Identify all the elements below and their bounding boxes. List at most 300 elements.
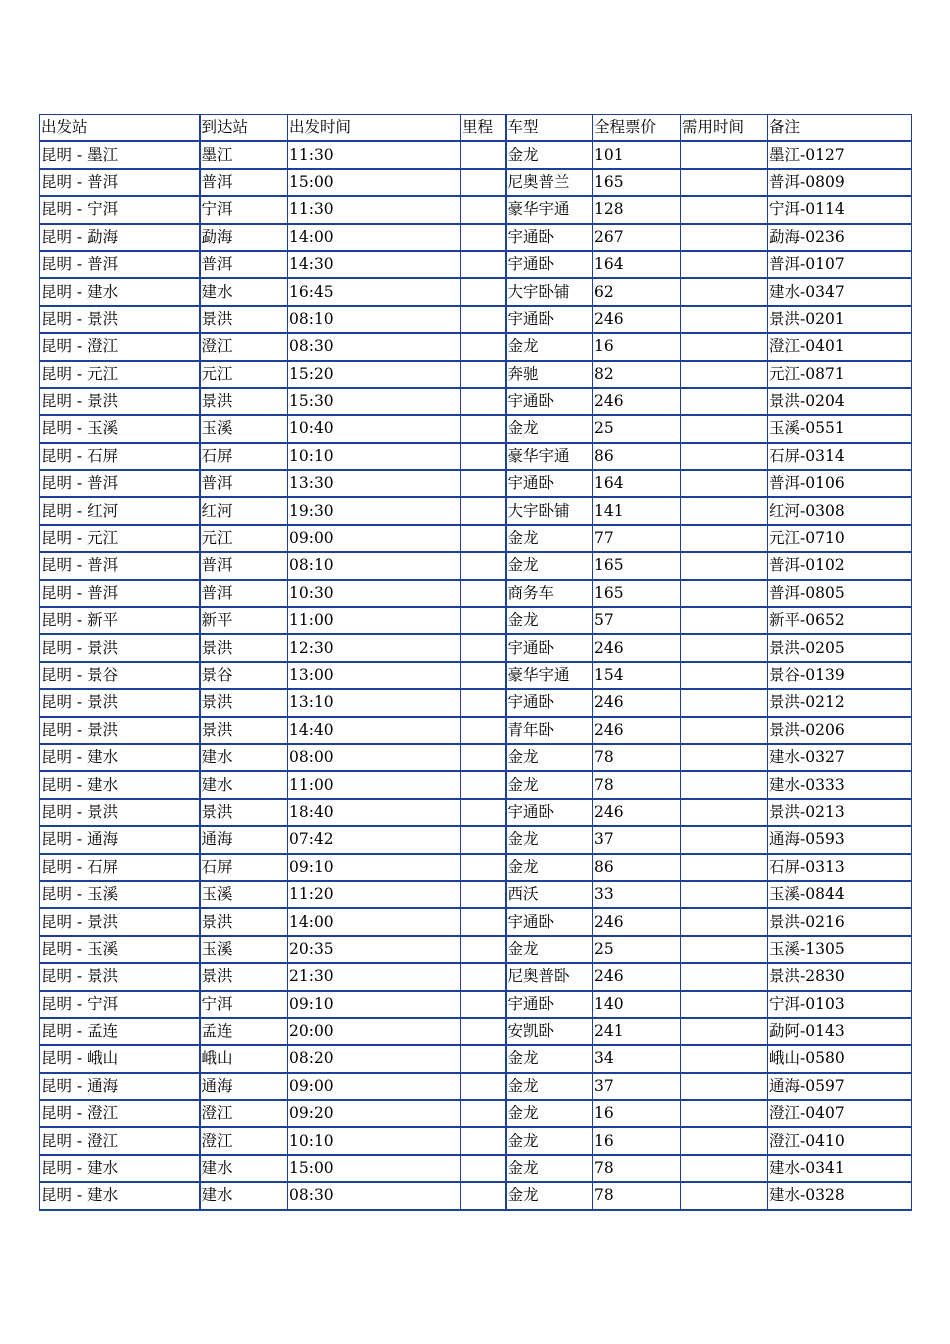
- header-arrival-station: 到达站: [200, 115, 288, 142]
- cell-distance: [461, 908, 506, 935]
- cell-departure-time: 11:30: [288, 196, 461, 223]
- cell-travel-time: [681, 963, 768, 990]
- table-row: [40, 799, 912, 826]
- cell-distance: [461, 826, 506, 853]
- cell-distance: [461, 497, 506, 524]
- table-row: [40, 963, 912, 990]
- cell-arrival-station: 玉溪: [200, 936, 288, 963]
- cell-arrival-station: 红河: [200, 497, 288, 524]
- cell-travel-time: [681, 881, 768, 908]
- cell-travel-time: [681, 991, 768, 1018]
- cell-arrival-station: 景洪: [200, 799, 288, 826]
- cell-departure-time: 10:40: [288, 415, 461, 442]
- table-row: [40, 361, 912, 388]
- cell-travel-time: [681, 196, 768, 223]
- table-row: [40, 470, 912, 497]
- cell-remark: 红河-0308: [768, 497, 912, 524]
- cell-departure-time: 15:00: [288, 169, 461, 196]
- cell-distance: [461, 580, 506, 607]
- cell-distance: [461, 361, 506, 388]
- cell-remark: 峨山-0580: [768, 1045, 912, 1072]
- cell-arrival-station: 石屏: [200, 854, 288, 881]
- cell-departure-station: 昆明 - 景洪: [40, 634, 200, 661]
- cell-distance: [461, 1045, 506, 1072]
- cell-distance: [461, 333, 506, 360]
- cell-ticket-price: 16: [593, 1127, 681, 1154]
- cell-departure-time: 21:30: [288, 963, 461, 990]
- cell-departure-time: 13:00: [288, 662, 461, 689]
- cell-departure-station: 昆明 - 澄江: [40, 1100, 200, 1127]
- cell-arrival-station: 普洱: [200, 169, 288, 196]
- cell-remark: 宁洱-0114: [768, 196, 912, 223]
- cell-departure-time: 18:40: [288, 799, 461, 826]
- table-row: [40, 278, 912, 305]
- cell-ticket-price: 25: [593, 936, 681, 963]
- cell-bus-type: 宇通卧: [506, 251, 593, 278]
- cell-arrival-station: 石屏: [200, 443, 288, 470]
- cell-ticket-price: 246: [593, 689, 681, 716]
- cell-arrival-station: 景洪: [200, 963, 288, 990]
- cell-departure-time: 13:30: [288, 470, 461, 497]
- cell-distance: [461, 744, 506, 771]
- cell-remark: 新平-0652: [768, 607, 912, 634]
- cell-travel-time: [681, 580, 768, 607]
- cell-departure-station: 昆明 - 孟连: [40, 1018, 200, 1045]
- cell-departure-time: 20:00: [288, 1018, 461, 1045]
- cell-travel-time: [681, 169, 768, 196]
- cell-departure-time: 10:30: [288, 580, 461, 607]
- cell-departure-station: 昆明 - 普洱: [40, 470, 200, 497]
- cell-departure-station: 昆明 - 澄江: [40, 333, 200, 360]
- cell-departure-station: 昆明 - 峨山: [40, 1045, 200, 1072]
- cell-departure-time: 11:30: [288, 141, 461, 168]
- cell-bus-type: 金龙: [506, 415, 593, 442]
- cell-departure-time: 14:30: [288, 251, 461, 278]
- cell-departure-time: 09:10: [288, 854, 461, 881]
- cell-bus-type: 金龙: [506, 826, 593, 853]
- cell-bus-type: 宇通卧: [506, 991, 593, 1018]
- cell-distance: [461, 196, 506, 223]
- table-row: [40, 771, 912, 798]
- cell-travel-time: [681, 278, 768, 305]
- cell-departure-time: 10:10: [288, 443, 461, 470]
- cell-remark: 景洪-0201: [768, 306, 912, 333]
- cell-ticket-price: 128: [593, 196, 681, 223]
- cell-departure-station: 昆明 - 建水: [40, 1155, 200, 1182]
- cell-travel-time: [681, 306, 768, 333]
- cell-departure-time: 08:30: [288, 333, 461, 360]
- cell-remark: 普洱-0106: [768, 470, 912, 497]
- cell-remark: 元江-0710: [768, 525, 912, 552]
- cell-ticket-price: 246: [593, 306, 681, 333]
- cell-ticket-price: 25: [593, 415, 681, 442]
- header-departure-station: 出发站: [40, 115, 200, 142]
- table-row: [40, 196, 912, 223]
- cell-remark: 建水-0341: [768, 1155, 912, 1182]
- cell-departure-station: 昆明 - 澄江: [40, 1127, 200, 1154]
- cell-remark: 普洱-0102: [768, 552, 912, 579]
- cell-travel-time: [681, 1182, 768, 1209]
- cell-distance: [461, 278, 506, 305]
- cell-arrival-station: 建水: [200, 1182, 288, 1209]
- cell-distance: [461, 169, 506, 196]
- cell-bus-type: 金龙: [506, 854, 593, 881]
- cell-bus-type: 宇通卧: [506, 908, 593, 935]
- cell-distance: [461, 306, 506, 333]
- cell-departure-time: 14:00: [288, 224, 461, 251]
- cell-ticket-price: 16: [593, 333, 681, 360]
- cell-departure-time: 08:00: [288, 744, 461, 771]
- cell-remark: 宁洱-0103: [768, 991, 912, 1018]
- cell-remark: 建水-0328: [768, 1182, 912, 1209]
- cell-departure-time: 13:10: [288, 689, 461, 716]
- cell-ticket-price: 267: [593, 224, 681, 251]
- cell-travel-time: [681, 470, 768, 497]
- cell-distance: [461, 881, 506, 908]
- cell-travel-time: [681, 662, 768, 689]
- cell-remark: 澄江-0401: [768, 333, 912, 360]
- cell-bus-type: 宇通卧: [506, 689, 593, 716]
- cell-ticket-price: 101: [593, 141, 681, 168]
- table-row: [40, 826, 912, 853]
- cell-remark: 普洱-0107: [768, 251, 912, 278]
- cell-distance: [461, 1073, 506, 1100]
- cell-departure-station: 昆明 - 通海: [40, 826, 200, 853]
- header-travel-time: 需用时间: [681, 115, 768, 142]
- cell-ticket-price: 246: [593, 634, 681, 661]
- cell-ticket-price: 57: [593, 607, 681, 634]
- cell-departure-time: 10:10: [288, 1127, 461, 1154]
- cell-bus-type: 宇通卧: [506, 799, 593, 826]
- cell-ticket-price: 37: [593, 1073, 681, 1100]
- cell-departure-station: 昆明 - 墨江: [40, 141, 200, 168]
- table-row: [40, 552, 912, 579]
- header-bus-type: 车型: [506, 115, 593, 142]
- cell-remark: 景洪-2830: [768, 963, 912, 990]
- cell-distance: [461, 634, 506, 661]
- cell-departure-station: 昆明 - 普洱: [40, 552, 200, 579]
- cell-distance: [461, 1127, 506, 1154]
- cell-arrival-station: 玉溪: [200, 415, 288, 442]
- cell-travel-time: [681, 251, 768, 278]
- cell-bus-type: 大宇卧铺: [506, 278, 593, 305]
- cell-arrival-station: 普洱: [200, 580, 288, 607]
- cell-arrival-station: 澄江: [200, 1127, 288, 1154]
- cell-ticket-price: 78: [593, 771, 681, 798]
- cell-departure-time: 11:00: [288, 771, 461, 798]
- cell-departure-station: 昆明 - 元江: [40, 525, 200, 552]
- cell-distance: [461, 552, 506, 579]
- cell-arrival-station: 景洪: [200, 689, 288, 716]
- cell-ticket-price: 140: [593, 991, 681, 1018]
- cell-bus-type: 青年卧: [506, 717, 593, 744]
- cell-remark: 景洪-0213: [768, 799, 912, 826]
- table-row: [40, 1018, 912, 1045]
- cell-distance: [461, 662, 506, 689]
- table-row: [40, 388, 912, 415]
- cell-departure-time: 09:00: [288, 1073, 461, 1100]
- cell-departure-station: 昆明 - 宁洱: [40, 991, 200, 1018]
- cell-distance: [461, 689, 506, 716]
- cell-ticket-price: 86: [593, 854, 681, 881]
- cell-departure-time: 14:00: [288, 908, 461, 935]
- cell-arrival-station: 景洪: [200, 908, 288, 935]
- cell-arrival-station: 孟连: [200, 1018, 288, 1045]
- cell-bus-type: 尼奥普兰: [506, 169, 593, 196]
- cell-distance: [461, 1018, 506, 1045]
- cell-departure-station: 昆明 - 景洪: [40, 388, 200, 415]
- cell-departure-station: 昆明 - 宁洱: [40, 196, 200, 223]
- cell-bus-type: 金龙: [506, 936, 593, 963]
- cell-departure-station: 昆明 - 景洪: [40, 963, 200, 990]
- cell-distance: [461, 991, 506, 1018]
- cell-bus-type: 宇通卧: [506, 306, 593, 333]
- header-ticket-price: 全程票价: [593, 115, 681, 142]
- cell-bus-type: 西沃: [506, 881, 593, 908]
- cell-ticket-price: 77: [593, 525, 681, 552]
- cell-arrival-station: 通海: [200, 826, 288, 853]
- table-row: [40, 744, 912, 771]
- cell-departure-station: 昆明 - 元江: [40, 361, 200, 388]
- cell-arrival-station: 澄江: [200, 333, 288, 360]
- cell-distance: [461, 854, 506, 881]
- cell-departure-time: 20:35: [288, 936, 461, 963]
- cell-travel-time: [681, 771, 768, 798]
- cell-bus-type: 尼奥普卧: [506, 963, 593, 990]
- cell-ticket-price: 165: [593, 552, 681, 579]
- cell-departure-station: 昆明 - 景洪: [40, 717, 200, 744]
- cell-ticket-price: 78: [593, 744, 681, 771]
- cell-arrival-station: 普洱: [200, 552, 288, 579]
- cell-bus-type: 金龙: [506, 333, 593, 360]
- cell-departure-station: 昆明 - 勐海: [40, 224, 200, 251]
- cell-arrival-station: 建水: [200, 1155, 288, 1182]
- cell-travel-time: [681, 799, 768, 826]
- cell-ticket-price: 16: [593, 1100, 681, 1127]
- cell-bus-type: 大宇卧铺: [506, 497, 593, 524]
- bus-schedule-table: [39, 114, 912, 1211]
- cell-departure-station: 昆明 - 景洪: [40, 306, 200, 333]
- cell-arrival-station: 建水: [200, 771, 288, 798]
- cell-departure-station: 昆明 - 景洪: [40, 799, 200, 826]
- cell-bus-type: 豪华宇通: [506, 443, 593, 470]
- cell-departure-time: 09:20: [288, 1100, 461, 1127]
- cell-bus-type: 安凯卧: [506, 1018, 593, 1045]
- header-distance: 里程: [461, 115, 506, 142]
- header-departure-time: 出发时间: [288, 115, 461, 142]
- cell-arrival-station: 景洪: [200, 388, 288, 415]
- cell-departure-time: 08:20: [288, 1045, 461, 1072]
- cell-arrival-station: 玉溪: [200, 881, 288, 908]
- cell-bus-type: 宇通卧: [506, 634, 593, 661]
- cell-bus-type: 金龙: [506, 1127, 593, 1154]
- cell-departure-station: 昆明 - 通海: [40, 1073, 200, 1100]
- cell-distance: [461, 443, 506, 470]
- cell-remark: 景谷-0139: [768, 662, 912, 689]
- cell-departure-station: 昆明 - 玉溪: [40, 881, 200, 908]
- cell-arrival-station: 建水: [200, 278, 288, 305]
- cell-departure-station: 昆明 - 玉溪: [40, 936, 200, 963]
- cell-departure-time: 16:45: [288, 278, 461, 305]
- cell-travel-time: [681, 744, 768, 771]
- cell-distance: [461, 717, 506, 744]
- table-row: [40, 881, 912, 908]
- cell-ticket-price: 86: [593, 443, 681, 470]
- cell-travel-time: [681, 224, 768, 251]
- cell-distance: [461, 607, 506, 634]
- cell-travel-time: [681, 141, 768, 168]
- cell-ticket-price: 62: [593, 278, 681, 305]
- cell-arrival-station: 元江: [200, 525, 288, 552]
- cell-arrival-station: 墨江: [200, 141, 288, 168]
- cell-bus-type: 豪华宇通: [506, 662, 593, 689]
- cell-remark: 玉溪-0844: [768, 881, 912, 908]
- cell-distance: [461, 963, 506, 990]
- cell-arrival-station: 峨山: [200, 1045, 288, 1072]
- table-body: [40, 115, 912, 1210]
- cell-departure-time: 08:10: [288, 306, 461, 333]
- cell-arrival-station: 元江: [200, 361, 288, 388]
- cell-departure-station: 昆明 - 普洱: [40, 580, 200, 607]
- cell-remark: 景洪-0216: [768, 908, 912, 935]
- cell-departure-time: 12:30: [288, 634, 461, 661]
- cell-bus-type: 奔驰: [506, 361, 593, 388]
- cell-departure-station: 昆明 - 建水: [40, 744, 200, 771]
- cell-remark: 玉溪-1305: [768, 936, 912, 963]
- cell-bus-type: 金龙: [506, 771, 593, 798]
- cell-departure-station: 昆明 - 景洪: [40, 689, 200, 716]
- cell-remark: 景洪-0205: [768, 634, 912, 661]
- cell-departure-time: 09:00: [288, 525, 461, 552]
- cell-arrival-station: 景洪: [200, 634, 288, 661]
- cell-bus-type: 金龙: [506, 744, 593, 771]
- cell-departure-station: 昆明 - 景洪: [40, 908, 200, 935]
- cell-ticket-price: 82: [593, 361, 681, 388]
- cell-bus-type: 金龙: [506, 1155, 593, 1182]
- cell-ticket-price: 141: [593, 497, 681, 524]
- cell-departure-station: 昆明 - 建水: [40, 1182, 200, 1209]
- cell-departure-time: 15:30: [288, 388, 461, 415]
- cell-bus-type: 金龙: [506, 552, 593, 579]
- table-row: [40, 224, 912, 251]
- cell-remark: 勐海-0236: [768, 224, 912, 251]
- table-row: [40, 991, 912, 1018]
- cell-ticket-price: 33: [593, 881, 681, 908]
- cell-departure-time: 07:42: [288, 826, 461, 853]
- header-remark: 备注: [768, 115, 912, 142]
- cell-departure-time: 11:00: [288, 607, 461, 634]
- cell-arrival-station: 新平: [200, 607, 288, 634]
- cell-departure-station: 昆明 - 建水: [40, 771, 200, 798]
- cell-travel-time: [681, 1100, 768, 1127]
- cell-remark: 勐阿-0143: [768, 1018, 912, 1045]
- table-row: [40, 443, 912, 470]
- cell-remark: 石屏-0313: [768, 854, 912, 881]
- table-row: [40, 333, 912, 360]
- cell-ticket-price: 246: [593, 908, 681, 935]
- cell-arrival-station: 景洪: [200, 306, 288, 333]
- table-row: [40, 580, 912, 607]
- cell-departure-time: 15:20: [288, 361, 461, 388]
- table-row: [40, 415, 912, 442]
- cell-departure-time: 19:30: [288, 497, 461, 524]
- cell-travel-time: [681, 497, 768, 524]
- cell-travel-time: [681, 1018, 768, 1045]
- cell-departure-station: 昆明 - 建水: [40, 278, 200, 305]
- cell-arrival-station: 普洱: [200, 470, 288, 497]
- table-row: [40, 306, 912, 333]
- cell-departure-station: 昆明 - 普洱: [40, 251, 200, 278]
- cell-departure-time: 08:30: [288, 1182, 461, 1209]
- cell-arrival-station: 通海: [200, 1073, 288, 1100]
- cell-distance: [461, 470, 506, 497]
- cell-travel-time: [681, 525, 768, 552]
- cell-bus-type: 金龙: [506, 1045, 593, 1072]
- table-row: [40, 1127, 912, 1154]
- cell-travel-time: [681, 1045, 768, 1072]
- cell-bus-type: 豪华宇通: [506, 196, 593, 223]
- cell-travel-time: [681, 552, 768, 579]
- cell-departure-station: 昆明 - 景谷: [40, 662, 200, 689]
- cell-arrival-station: 普洱: [200, 251, 288, 278]
- cell-travel-time: [681, 388, 768, 415]
- cell-remark: 元江-0871: [768, 361, 912, 388]
- cell-departure-time: 09:10: [288, 991, 461, 1018]
- table-row: [40, 634, 912, 661]
- table-row: [40, 497, 912, 524]
- cell-distance: [461, 525, 506, 552]
- cell-bus-type: 宇通卧: [506, 224, 593, 251]
- cell-distance: [461, 224, 506, 251]
- cell-remark: 建水-0333: [768, 771, 912, 798]
- table-row: [40, 1100, 912, 1127]
- cell-bus-type: 商务车: [506, 580, 593, 607]
- cell-ticket-price: 246: [593, 717, 681, 744]
- table-row: [40, 1155, 912, 1182]
- cell-distance: [461, 1100, 506, 1127]
- cell-remark: 澄江-0410: [768, 1127, 912, 1154]
- cell-arrival-station: 建水: [200, 744, 288, 771]
- cell-bus-type: 金龙: [506, 525, 593, 552]
- cell-travel-time: [681, 1127, 768, 1154]
- cell-bus-type: 金龙: [506, 1182, 593, 1209]
- cell-departure-station: 昆明 - 玉溪: [40, 415, 200, 442]
- cell-travel-time: [681, 908, 768, 935]
- table-row: [40, 1045, 912, 1072]
- cell-departure-station: 昆明 - 普洱: [40, 169, 200, 196]
- cell-ticket-price: 165: [593, 169, 681, 196]
- header-row: [40, 115, 912, 142]
- cell-distance: [461, 388, 506, 415]
- table-row: [40, 525, 912, 552]
- cell-arrival-station: 景谷: [200, 662, 288, 689]
- cell-departure-station: 昆明 - 红河: [40, 497, 200, 524]
- table-row: [40, 1073, 912, 1100]
- cell-arrival-station: 澄江: [200, 1100, 288, 1127]
- cell-travel-time: [681, 936, 768, 963]
- table-row: [40, 908, 912, 935]
- table-row: [40, 717, 912, 744]
- cell-travel-time: [681, 634, 768, 661]
- cell-distance: [461, 799, 506, 826]
- cell-departure-time: 14:40: [288, 717, 461, 744]
- table-row: [40, 854, 912, 881]
- cell-bus-type: 金龙: [506, 607, 593, 634]
- cell-remark: 通海-0597: [768, 1073, 912, 1100]
- cell-departure-time: 08:10: [288, 552, 461, 579]
- cell-remark: 建水-0327: [768, 744, 912, 771]
- cell-ticket-price: 241: [593, 1018, 681, 1045]
